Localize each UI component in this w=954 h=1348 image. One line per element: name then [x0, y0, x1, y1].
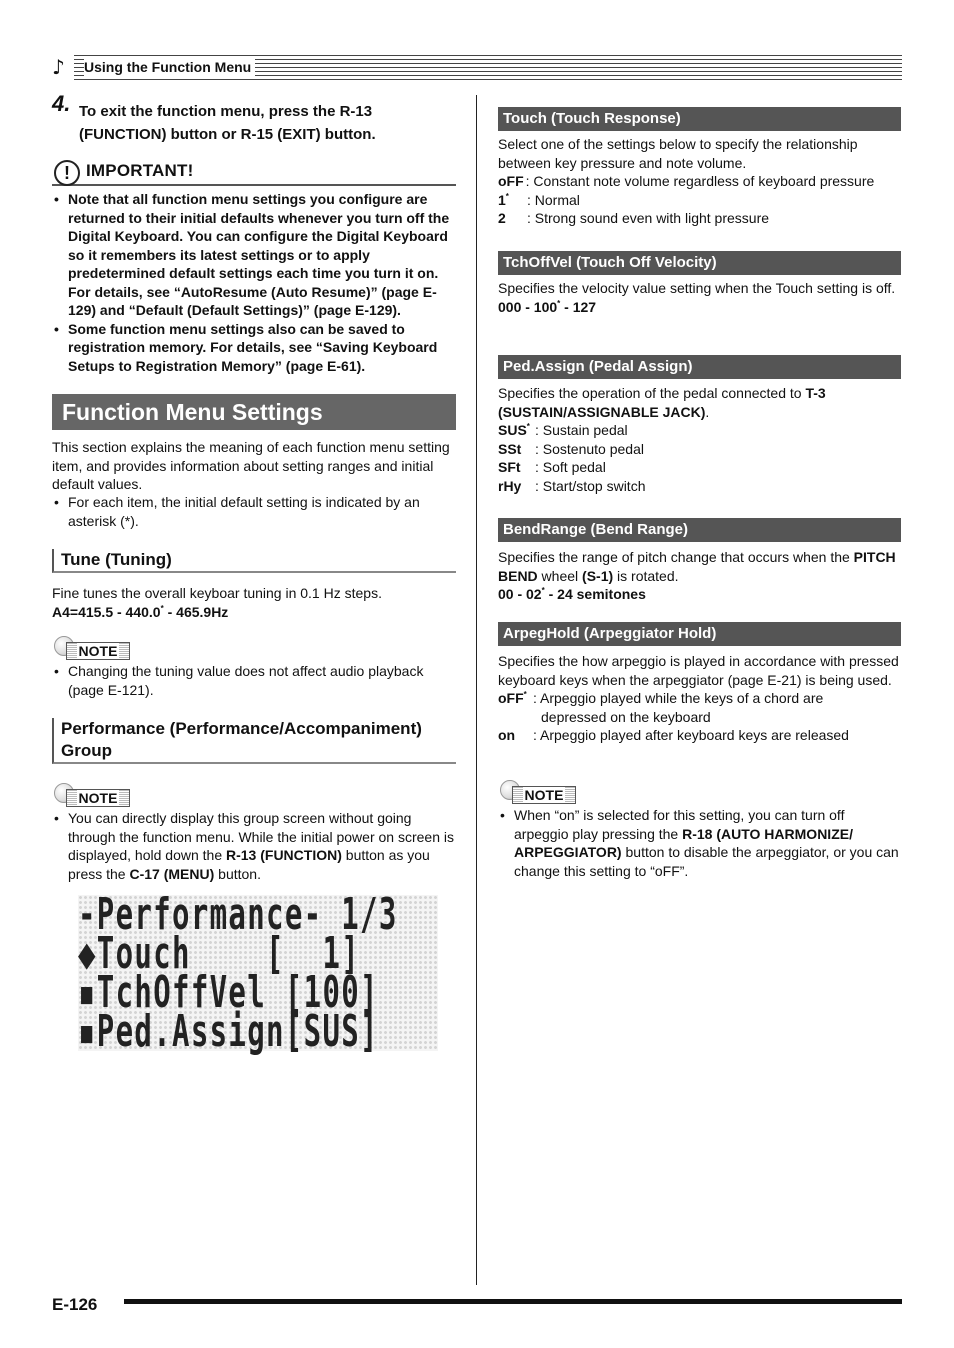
- column-divider: [476, 95, 477, 1285]
- touch-description: Select one of the settings below to specify the relationship between key pressure and note volume.: [498, 136, 858, 171]
- lcd-row: -Performance- 1/3: [78, 889, 398, 940]
- touch-body: [498, 135, 900, 228]
- note-item: • When “on” is selected for this setting, you can turn off arpeggio play pressing the R-18 (AUTO HARMONIZE/ ARPEGGIATOR) button to disable the arpeggiator, or you can change this setting to “oFF”.: [498, 806, 902, 880]
- arpeghold-note-list: [498, 806, 902, 880]
- tune-heading: Tune (Tuning): [52, 549, 456, 573]
- note-label: [54, 783, 130, 807]
- performance-heading: Performance (Performance/Accompaniment) Group: [52, 718, 456, 764]
- pedassign-description: Specifies the operation of the pedal connected to T-3 (SUSTAIN/ASSIGNABLE JACK).: [498, 385, 826, 420]
- section-title: Function Menu Settings: [52, 394, 456, 430]
- button-ref: R-13 (FUNCTION): [226, 847, 342, 863]
- pedassign-option: SUS* : Sustain pedal: [498, 422, 628, 438]
- note-label: [54, 636, 130, 660]
- bendrange-heading: BendRange (Bend Range): [498, 518, 901, 542]
- arpeghold-option: on : Arpeggio played after keyboard keys are released: [498, 727, 849, 743]
- touch-option: 2 : Strong sound even with light pressure: [498, 210, 770, 226]
- warning-icon: !: [54, 160, 80, 186]
- note-label-text: NOTE: [78, 643, 118, 659]
- important-heading: [52, 160, 456, 186]
- note-item: • Changing the tuning value does not affect audio playback (page E-121).: [52, 662, 456, 699]
- arpeghold-heading: ArpegHold (Arpeggiator Hold): [498, 622, 901, 646]
- note-item: • You can directly display this group screen without going through the function menu. While the initial power on screen is displayed, hold down the R-13 (FUNCTION) button as you press the C-17 (MENU) button.: [52, 809, 456, 883]
- bendrange-range: 00 - 02* - 24 semitones: [498, 586, 646, 602]
- tune-note-list: [52, 662, 456, 699]
- touch-option: 1* : Normal: [498, 191, 580, 208]
- touch-option: oFF : Constant note volume regardless of keyboard pressure: [498, 173, 875, 189]
- music-note-icon: ♪: [52, 55, 65, 79]
- important-item: • Note that all function menu settings you configure are returned to their initial defaults whenever you turn off the Digital Keyboard. You can configure the Digital Keyboard so it remembers its latest settings or to apply predetermined default settings each time you turn it on. For details, see “AutoResume (Auto Resume)” (page E-129) and “Default (Default Settings)” (page E-129).: [52, 190, 460, 320]
- lcd-row: ◆Touch [ 1]: [78, 928, 361, 979]
- tchoffvel-body: [498, 279, 900, 316]
- pedassign-heading: Ped.Assign (Pedal Assign): [498, 355, 901, 379]
- lcd-row: ▪TchOffVel [100]: [78, 967, 379, 1018]
- tchoffvel-description: Specifies the velocity value setting when the Touch setting is off.: [498, 280, 896, 296]
- tune-description: Fine tunes the overall keyboar tuning in 0.1 Hz steps.: [52, 585, 382, 601]
- bendrange-description: Specifies the range of pitch change that occurs when the PITCH BEND wheel (S-1) is rotated.: [498, 549, 896, 584]
- arpeghold-body: [498, 652, 900, 745]
- important-list: [52, 190, 460, 375]
- page-number: E-126: [52, 1295, 98, 1314]
- tune-range-start: A4=415.5 - 440.0: [52, 603, 161, 620]
- footer-rule: [124, 1299, 902, 1304]
- tune-range-end: - 465.9Hz: [163, 603, 229, 620]
- important-title: IMPORTANT!: [86, 161, 194, 180]
- default-marker: *: [160, 603, 164, 613]
- intro-list: [52, 493, 452, 530]
- note-label-text: NOTE: [524, 787, 564, 803]
- lcd-display: [78, 889, 438, 1057]
- bendrange-body: [498, 548, 900, 604]
- note-label-text: NOTE: [78, 790, 118, 806]
- pedassign-option: SSt : Sostenuto pedal: [498, 440, 644, 457]
- important-item: • Some function menu settings also can be saved to registration memory. For details, see “Saving Keyboard Setups to Registration Memory” (page E-61).: [52, 320, 460, 376]
- section-intro: This section explains the meaning of each function menu setting item, and provides information about setting ranges and initial default values.: [52, 439, 450, 492]
- tchoffvel-range: 000 - 100* - 127: [498, 298, 597, 315]
- performance-note-list: [52, 809, 456, 883]
- touch-heading: Touch (Touch Response): [498, 107, 901, 131]
- pedassign-option: SFt : Soft pedal: [498, 459, 606, 475]
- tune-range: [52, 603, 452, 622]
- header-title: Using the Function Menu: [84, 58, 255, 76]
- intro-bullet: • For each item, the initial default setting is indicated by an asterisk (*).: [52, 493, 452, 530]
- arpeghold-description: Specifies the how arpeggio is played in accordance with pressed keyboard keys when the arpeggiator (page E-21) is being used.: [498, 653, 899, 688]
- note-label: [500, 780, 576, 804]
- pedassign-option: rHy : Start/stop switch: [498, 477, 646, 494]
- pedassign-body: [498, 384, 900, 495]
- tune-body: [52, 584, 452, 621]
- tchoffvel-heading: TchOffVel (Touch Off Velocity): [498, 251, 901, 275]
- lcd-row: ▪Ped.Assign[SUS]: [78, 1006, 379, 1057]
- button-ref: C-17 (MENU): [129, 865, 215, 882]
- step-number: 4.: [52, 91, 71, 116]
- arpeghold-option: oFF* : Arpeggio played while the keys of a chord are depressed on the keyboard: [498, 690, 824, 725]
- page-header: [52, 55, 902, 81]
- step-text: To exit the function menu, press the R-13 (FUNCTION) button or R-15 (EXIT) button.: [79, 103, 376, 143]
